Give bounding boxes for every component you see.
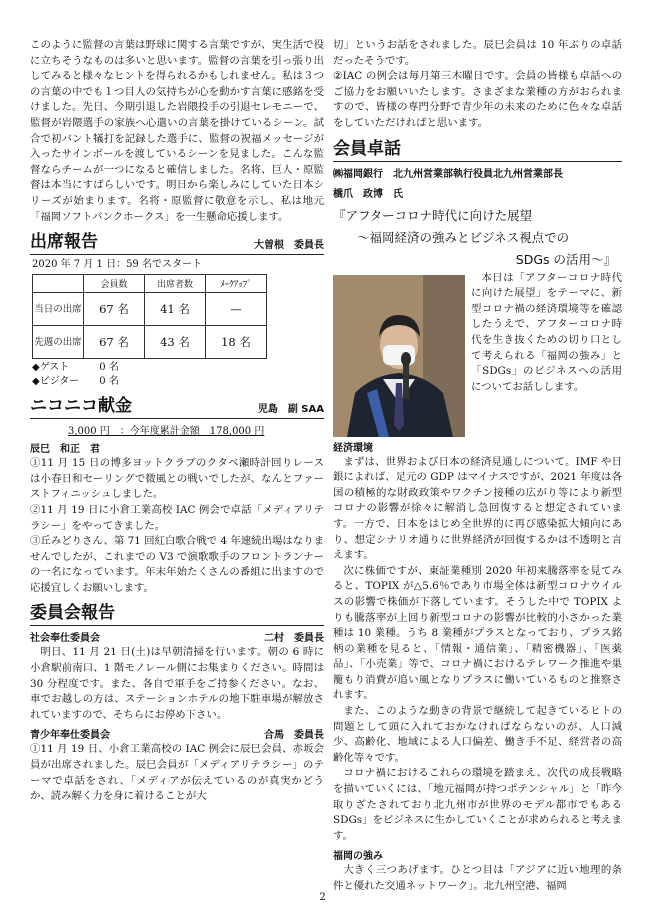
niko-header xyxy=(30,393,324,419)
attendance-header-cell: 出席者数 xyxy=(145,275,206,293)
speaker-name: 橋爪 政博 氏 xyxy=(333,188,403,200)
speaker-org: ㈱福岡銀行 北九州営業部執行役員北九州営業部長 xyxy=(333,168,563,180)
left-column xyxy=(30,38,324,805)
niko-title: ニコニコ献金 xyxy=(30,396,132,417)
intro-paragraph: このように監督の言葉は野球に関する言葉ですが、実生活で役に立ちそうなものは多いと思います。監督の言葉を引っ張り出してみると様々なヒントを得られるかもしれません。私は３つの言葉の中でも１つ目人の気持ちが心を動かす言葉に感銘を受けました。先日、今期引退した岩隈投手の引退セレモニーで、監督が岩隈選手の家族へ心遣いの言葉を掛けているシーン。試合で初バント犠打を記録した選手に、監督の祝福メッセージが入ったサインボールを渡しているシーンを見ました。こんな監督ならチームが一つになると確信しました。名将、巨人・原監督は本当にすばらしいです。明日から楽しみにしていた日本シリーズが始まります。名将・原監督に敬意を示し、私は地元「福岡ソフトバンクホークス」を一生懸命応援します。 xyxy=(30,39,324,223)
speech-paragraph: また、このような動きの背景で継続して起きているヒトの問題として頭に入れておかなければならないのが、人口減少、高齢化、地域による人口偏差、働き手不足、経営者の高齢化等々です。 xyxy=(333,705,622,764)
youth-committee-name: 青少年奉仕委員会 xyxy=(30,730,110,742)
speaker-portrait-icon xyxy=(333,275,465,437)
speech-paragraph: 次に株価ですが、東証業種別 2020 年初来騰落率を見てみると、TOPIX が△5.6％であり市場全体は新型コロナウイルスの影響で株価が下落しています。そうした中で TOPIX よりも騰落率が上回り新型コロナの影響が比較的小さかった業種は 10 業種。うち 8 業種がプラスとなっており、プラス銘柄の業種を見ると、「情報・通信業」、「精密機器」、「医薬品」、「小売業」等で、コロナ禍におけるテレワーク推進や巣籠もり消費が追い風となりプラスに働いているものと推察されます。 xyxy=(333,564,622,702)
economy-subheading-text: 経済環境 xyxy=(333,442,373,454)
committee-title: 委員会報告 xyxy=(30,603,115,624)
speech-intro: 本日は「アフターコロナ時代に向けた展望」をテーマに、新型コロナ禍の経済環境等を確認したうえで、アフターコロナ時代を生き抜くための切り口として考えられる「福岡の強み」と「SDGs」のビジネスへの活用についてお話しします。 xyxy=(471,271,622,393)
attendance-date: 2020 年 7 月 1 日：59 名でスタート xyxy=(32,259,202,271)
committee-header xyxy=(30,600,324,626)
youth-committee-heading xyxy=(30,726,324,741)
members-cell: 67 名 xyxy=(84,293,145,326)
table-row xyxy=(33,326,267,359)
speaker-photo xyxy=(333,275,465,437)
right-column xyxy=(333,38,622,895)
page-number: 2 xyxy=(319,892,326,903)
youth-committee-chair: 合馬 委員長 xyxy=(264,730,324,742)
youth-committee-text: ①11 月 19 日、小倉工業高校の IAC 例会に辰巳会員、赤坂会員が出席されました。辰巳会員が「メディアリテラシー」のテーマで卓話をされ、「メディアが伝えているのが真実かどうか、読み解く力を身に着けることが大 xyxy=(30,743,324,803)
table-row xyxy=(33,293,267,326)
social-committee-heading xyxy=(30,629,324,644)
speech-header xyxy=(333,136,622,162)
niko-item: ③丘みどりさん、第 71 回紅白歌合戦で 4 年連続出場はなりませんでしたが、これまでの V3 で演歌歌手のフロントランナーの一名になっています。年末年始たくさんの番組に出ますので応援宜しくお願いします。 xyxy=(30,535,324,594)
social-committee-name: 社会奉仕委員会 xyxy=(30,633,100,645)
row-label: 当日の出席 xyxy=(33,293,84,326)
speech-topic-line1: 『アフターコロナ時代に向けた展望 xyxy=(333,207,533,223)
attendance-header-cell: ﾒｰｸｱｯﾌﾟ xyxy=(206,275,267,293)
speech-paragraph: 大きく三つあげます。ひとつ目は「アジアに近い地理的条件と優れた交通ネットワーク」。北九州空港、福岡 xyxy=(333,864,622,892)
attendance-header-cell xyxy=(33,275,84,293)
speech-topic-line2: ～福岡経済の強みとビジネス視点での xyxy=(357,229,570,245)
visitor-count: ◆ビジター 0 名 xyxy=(32,376,119,388)
niko-amount: 3,000 円 ：今年度累計金額 178,000 円 xyxy=(68,426,265,438)
niko-member-name xyxy=(30,440,324,455)
social-committee-chair: 二村 委員長 xyxy=(264,633,324,645)
speech-title: 会員卓話 xyxy=(333,138,401,159)
guest-count: ◆ゲスト 0 名 xyxy=(32,362,119,374)
attendees-cell: 41 名 xyxy=(145,293,206,326)
fukuoka-strength-text: 福岡の強み xyxy=(333,851,383,863)
economy-subheading xyxy=(333,439,622,454)
makeup-cell: 18 名 xyxy=(206,326,267,359)
attendance-table xyxy=(32,274,267,359)
attendance-header xyxy=(30,229,324,255)
makeup-cell: — xyxy=(206,293,267,326)
attendance-header-cell: 会員数 xyxy=(84,275,145,293)
niko-item: ①11 月 15 日の博多ヨットクラブのクタベ瀬時計回りレースは小春日和セーリングで微風との戦いでしたが、なんとファーストフィニッシュしました。 xyxy=(30,457,324,501)
niko-item: ②11 月 19 日に小倉工業高校 IAC 例会で卓話「メディアリテラシー」をやってきました。 xyxy=(30,503,324,532)
niko-name-text: 辰巳 和正 君 xyxy=(30,444,100,456)
members-cell: 67 名 xyxy=(84,326,145,359)
attendance-reporter: 大曽根 委員長 xyxy=(254,240,324,252)
speech-topic-line3: SDGs の活用～』 xyxy=(515,251,616,267)
niko-reporter: 児島 副 SAA xyxy=(257,404,324,416)
fukuoka-strength-subheading xyxy=(333,847,622,862)
attendees-cell: 43 名 xyxy=(145,326,206,359)
iac-note: ②IAC の例会は毎月第三木曜日です。会員の皆様も卓話へのご協力をお願いいたします。さまざまな業種の方がおられますので、皆様の専門分野で青少年の未来のために色々な卓話をしていただければと思います。 xyxy=(333,70,622,129)
social-committee-text: 明日、11 月 21 日(土)は早朝清掃を行います。朝の 6 時に小倉駅前南口、1 階モノレール側にお集まりください。時間は 30 分程度です。また、各自で軍手をご持参ください。なお、車でお越しの方は、ステーションホテルの地下駐車場が解放されていますので、そちらにお停め下さい。 xyxy=(30,646,324,721)
attendance-title: 出席報告 xyxy=(30,232,98,253)
speech-paragraph: コロナ禍におけるこれらの環境を踏まえ、次代の成長戦略を描いていくには、「地元福岡が持つポテンシャル」と「昨今取りざたされており北九州市が世界のモデル都市でもある SDGs」をビジネスに生かしていくことが求められると考えます。 xyxy=(333,767,622,842)
row-label: 先週の出席 xyxy=(33,326,84,359)
continued-text: 切」というお話をされました。辰巳会員は 10 年ぶりの卓話だったそうです。 xyxy=(333,39,622,67)
speech-paragraph: まずは、世界および日本の経済見通しについて。IMF や日銀によれば、足元の GDP はマイナスですが、2021 年度は各国の積極的な財政政策やワクチン接種の広がり等により新型コロナの影響が徐々に解消し急回復すると想定されています。一方で、日本をはじめ全世界的に再び感染拡大傾向にあり、想定シナリオ通りに世界経済が回復するかは不透明と言えます。 xyxy=(333,455,622,562)
